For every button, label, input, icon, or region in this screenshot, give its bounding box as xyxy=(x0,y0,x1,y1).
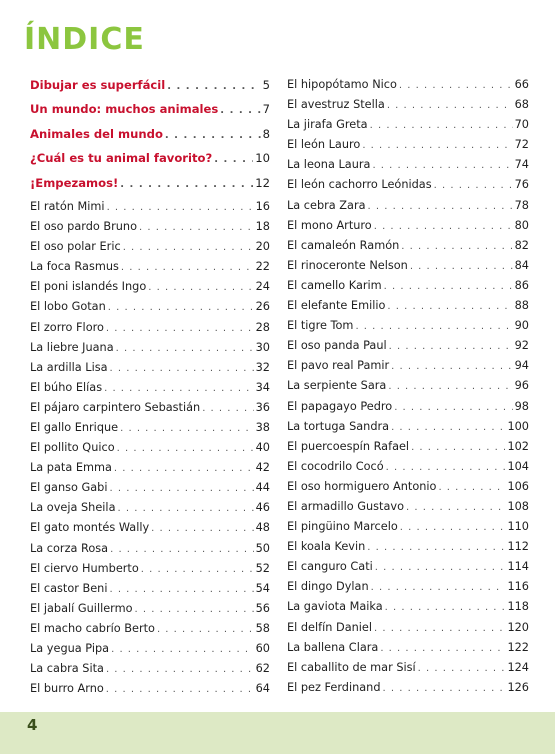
toc-entry-page: 28 xyxy=(255,320,270,334)
toc-entry-page: 80 xyxy=(514,218,529,232)
dot-leader xyxy=(389,341,513,352)
toc-entry-page: 84 xyxy=(514,258,529,272)
toc-entry-page: 26 xyxy=(255,300,270,314)
dot-leader xyxy=(120,423,254,434)
toc-entry-title: El koala Kevin xyxy=(287,540,366,554)
toc-entry-title: La jirafa Greta xyxy=(287,118,368,132)
toc-entry-page: 126 xyxy=(507,680,529,694)
toc-entry-page: 118 xyxy=(507,600,529,614)
toc-entry xyxy=(287,440,529,460)
toc-entry-title: La corza Rosa xyxy=(30,541,109,555)
toc-entry-title: La foca Rasmus xyxy=(30,260,119,274)
toc-entry xyxy=(30,220,270,240)
toc-entry xyxy=(30,341,270,361)
dot-leader xyxy=(106,323,254,334)
toc-entry xyxy=(287,681,529,701)
dot-leader xyxy=(370,120,513,131)
dot-leader xyxy=(394,402,512,413)
dot-leader xyxy=(388,381,512,392)
toc-entry-title: El ratón Mimi xyxy=(30,199,105,213)
toc-entry xyxy=(287,379,529,399)
toc-entry-page: 114 xyxy=(507,560,529,574)
toc-entry-title: El mono Arturo xyxy=(287,218,372,232)
toc-entry-title: El pollito Quico xyxy=(30,441,115,455)
toc-entry-title: La oveja Sheila xyxy=(30,501,116,515)
toc-entry-title: El ganso Gabi xyxy=(30,481,108,495)
toc-entry-title: El pájaro carpintero Sebastián xyxy=(30,400,201,414)
toc-entry xyxy=(287,219,529,239)
toc-entry-page: 32 xyxy=(255,360,270,374)
toc-entry xyxy=(287,420,529,440)
toc-entry xyxy=(287,400,529,420)
toc-entry-page: 34 xyxy=(255,380,270,394)
toc-entry-page: 38 xyxy=(255,420,270,434)
toc-entry-page: 56 xyxy=(255,601,270,615)
toc-entry-title: El búho Elías xyxy=(30,380,103,394)
toc-entry-page: 88 xyxy=(514,299,529,313)
toc-entry-title: ¡Empezamos! xyxy=(30,175,119,190)
toc-entry-page: 12 xyxy=(255,175,270,190)
toc-entry-title: El pez Ferdinand xyxy=(287,680,381,694)
dot-leader xyxy=(118,503,254,514)
dot-leader xyxy=(151,523,253,534)
dot-leader xyxy=(108,302,254,313)
toc-entry-title: La liebre Juana xyxy=(30,340,114,354)
toc-entry xyxy=(287,661,529,681)
dot-leader xyxy=(374,623,505,634)
toc-entry-page: 106 xyxy=(507,479,529,493)
dot-leader xyxy=(157,624,254,635)
toc-entry-page: 48 xyxy=(255,521,270,535)
dot-leader xyxy=(438,482,505,493)
toc-entry-title: La serpiente Sara xyxy=(287,379,387,393)
toc-entry-title: El elefante Emilio xyxy=(287,299,386,313)
toc-section-entry xyxy=(30,78,270,102)
toc-entry-title: La gaviota Maika xyxy=(287,600,383,614)
toc-entry xyxy=(287,540,529,560)
dot-leader xyxy=(121,262,254,273)
toc-column-left xyxy=(30,78,270,702)
toc-entry xyxy=(287,560,529,580)
footer-band xyxy=(0,712,555,754)
toc-entry-title: El tigre Tom xyxy=(287,319,354,333)
toc-entry xyxy=(30,481,270,501)
toc-entry-page: 112 xyxy=(507,540,529,554)
toc-entry-title: El puercoespín Rafael xyxy=(287,439,410,453)
toc-entry-page: 30 xyxy=(255,340,270,354)
toc-entry xyxy=(287,118,529,138)
toc-entry-title: El hipopótamo Nico xyxy=(287,78,397,91)
toc-entry-page: 18 xyxy=(255,220,270,234)
toc-entry xyxy=(287,480,529,500)
dot-leader xyxy=(117,443,254,454)
dot-leader xyxy=(385,602,506,613)
dot-leader xyxy=(410,261,513,272)
toc-entry-page: 7 xyxy=(262,102,270,117)
toc-entry-page: 58 xyxy=(255,621,270,635)
dot-leader xyxy=(387,301,512,312)
dot-leader xyxy=(386,462,506,473)
toc-entry-title: El zorro Floro xyxy=(30,320,104,334)
toc-entry-page: 92 xyxy=(514,339,529,353)
toc-entry-title: El camello Karim xyxy=(287,278,382,292)
toc-entry-page: 98 xyxy=(514,399,529,413)
toc-column-right xyxy=(287,78,529,701)
dot-leader xyxy=(120,179,253,190)
dot-leader xyxy=(123,242,254,253)
toc-entry xyxy=(287,259,529,279)
toc-section-entry xyxy=(30,176,270,200)
dot-leader xyxy=(116,343,254,354)
toc-entry-title: Dibujar es superfácil xyxy=(30,78,166,92)
toc-entry-page: 86 xyxy=(514,278,529,292)
dot-leader xyxy=(362,140,512,151)
toc-entry-page: 22 xyxy=(255,260,270,274)
toc-entry-page: 66 xyxy=(514,78,529,91)
toc-entry-title: El armadillo Gustavo xyxy=(287,499,405,513)
page-title: ÍNDICE xyxy=(24,22,145,57)
toc-entry-page: 120 xyxy=(507,620,529,634)
dot-leader xyxy=(106,684,254,695)
toc-entry-title: El avestruz Stella xyxy=(287,98,385,112)
toc-entry xyxy=(30,401,270,421)
dot-leader xyxy=(387,100,513,111)
toc-entry-title: El canguro Cati xyxy=(287,560,373,574)
toc-entry-title: La yegua Pipa xyxy=(30,642,110,656)
toc-section-entry xyxy=(30,151,270,175)
toc-entry xyxy=(287,600,529,620)
toc-entry-page: 36 xyxy=(255,400,270,414)
dot-leader xyxy=(374,221,513,232)
toc-entry xyxy=(287,580,529,600)
toc-entry-title: El delfín Daniel xyxy=(287,620,373,634)
toc-entry-title: La tortuga Sandra xyxy=(287,419,390,433)
toc-entry xyxy=(30,300,270,320)
toc-entry xyxy=(30,461,270,481)
toc-entry xyxy=(287,520,529,540)
toc-entry xyxy=(30,562,270,582)
toc-entry xyxy=(287,78,529,98)
toc-entry-page: 64 xyxy=(255,682,270,696)
toc-entry xyxy=(30,602,270,622)
toc-entry-page: 24 xyxy=(255,280,270,294)
toc-entry-title: La ardilla Lisa xyxy=(30,360,108,374)
toc-entry xyxy=(287,500,529,520)
toc-entry-title: El cocodrilo Cocó xyxy=(287,459,384,473)
dot-leader xyxy=(111,644,254,655)
toc-entry-page: 82 xyxy=(514,238,529,252)
dot-leader xyxy=(371,582,506,593)
toc-entry-title: El oso polar Eric xyxy=(30,240,121,254)
toc-entry-page: 104 xyxy=(507,459,529,473)
toc-entry-page: 110 xyxy=(507,520,529,534)
toc-entry-page: 96 xyxy=(514,379,529,393)
dot-leader xyxy=(399,80,513,91)
toc-entry-page: 100 xyxy=(507,419,529,433)
toc-entry-title: La ballena Clara xyxy=(287,640,379,654)
toc-entry-title: El jabalí Guillermo xyxy=(30,601,133,615)
toc-entry-title: El pingüino Marcelo xyxy=(287,520,398,534)
toc-entry xyxy=(287,138,529,158)
toc-entry-title: ¿Cuál es tu animal favorito? xyxy=(30,151,213,166)
toc-entry-page: 42 xyxy=(255,461,270,475)
dot-leader xyxy=(165,130,261,141)
toc-entry-page: 8 xyxy=(262,126,270,141)
toc-entry-page: 46 xyxy=(255,501,270,515)
dot-leader xyxy=(214,154,253,165)
dot-leader xyxy=(434,180,513,191)
toc-entry-page: 70 xyxy=(514,118,529,132)
dot-leader xyxy=(114,463,254,474)
toc-entry xyxy=(287,641,529,661)
dot-leader xyxy=(107,202,254,213)
toc-entry-title: La pata Emma xyxy=(30,461,112,475)
dot-leader xyxy=(391,361,512,372)
dot-leader xyxy=(109,584,253,595)
dot-leader xyxy=(383,683,506,694)
toc-entry-title: El león Lauro xyxy=(287,138,361,152)
dot-leader xyxy=(384,281,513,292)
toc-entry-title: El poni islandés Ingo xyxy=(30,280,147,294)
dot-leader xyxy=(148,282,253,293)
dot-leader xyxy=(400,522,506,533)
toc-entry-title: La leona Laura xyxy=(287,158,371,172)
toc-entry xyxy=(287,158,529,178)
toc-entry-title: Un mundo: muchos animales xyxy=(30,102,219,117)
toc-entry xyxy=(30,361,270,381)
toc-entry-page: 124 xyxy=(507,660,529,674)
dot-leader xyxy=(401,241,512,252)
toc-entry-title: El castor Beni xyxy=(30,581,108,595)
dot-leader xyxy=(391,422,505,433)
dot-leader xyxy=(139,222,254,233)
toc-entry xyxy=(30,501,270,521)
dot-leader xyxy=(355,321,512,332)
dot-leader xyxy=(375,562,506,573)
toc-entry xyxy=(287,98,529,118)
toc-entry xyxy=(30,682,270,702)
toc-entry-title: El camaleón Ramón xyxy=(287,238,400,252)
toc-entry xyxy=(30,542,270,562)
toc-entry-page: 16 xyxy=(255,199,270,213)
toc-entry xyxy=(30,240,270,260)
toc-entry-title: El rinoceronte Nelson xyxy=(287,258,408,272)
dot-leader xyxy=(380,643,505,654)
toc-entry-title: La cebra Zara xyxy=(287,198,366,212)
dot-leader xyxy=(110,363,254,374)
toc-entry xyxy=(30,200,270,220)
dot-leader xyxy=(406,502,505,513)
toc-entry xyxy=(30,662,270,682)
dot-leader xyxy=(220,105,260,116)
dot-leader xyxy=(110,483,254,494)
toc-entry xyxy=(287,339,529,359)
toc-entry xyxy=(287,199,529,219)
toc-entry xyxy=(30,582,270,602)
toc-entry xyxy=(30,642,270,662)
toc-entry-page: 40 xyxy=(255,441,270,455)
toc-entry-page: 52 xyxy=(255,561,270,575)
toc-entry-page: 90 xyxy=(514,319,529,333)
toc-entry xyxy=(287,279,529,299)
toc-entry-page: 54 xyxy=(255,581,270,595)
toc-entry-page: 108 xyxy=(507,499,529,513)
toc-section-entry xyxy=(30,127,270,151)
toc-entry-page: 68 xyxy=(514,98,529,112)
toc-entry-title: El dingo Dylan xyxy=(287,580,369,594)
toc-entry xyxy=(30,280,270,300)
toc-entry-page: 50 xyxy=(255,541,270,555)
toc-entry-title: El pavo real Pamir xyxy=(287,359,390,373)
toc-entry-title: El oso pardo Bruno xyxy=(30,220,138,234)
toc-entry-title: El macho cabrío Berto xyxy=(30,621,155,635)
dot-leader xyxy=(418,663,506,674)
dot-leader xyxy=(135,604,254,615)
dot-leader xyxy=(167,81,260,92)
toc-entry-page: 76 xyxy=(514,178,529,192)
toc-entry-title: El lobo Gotan xyxy=(30,300,106,314)
dot-leader xyxy=(110,544,254,555)
toc-entry xyxy=(30,421,270,441)
dot-leader xyxy=(141,564,254,575)
toc-entry-title: La cabra Sita xyxy=(30,662,104,676)
dot-leader xyxy=(368,201,513,212)
toc-entry-page: 72 xyxy=(514,138,529,152)
dot-leader xyxy=(104,383,254,394)
toc-entry-title: El caballito de mar Sisí xyxy=(287,660,416,674)
toc-entry-title: El burro Arno xyxy=(30,682,104,696)
toc-entry xyxy=(30,321,270,341)
toc-entry-title: El león cachorro Leónidas xyxy=(287,178,432,192)
page-number: 4 xyxy=(27,716,38,734)
toc-entry xyxy=(287,460,529,480)
toc-entry-page: 44 xyxy=(255,481,270,495)
dot-leader xyxy=(411,442,505,453)
toc-section-entry xyxy=(30,102,270,126)
toc-entry-page: 10 xyxy=(255,151,270,166)
toc-entry xyxy=(30,381,270,401)
toc-entry-title: El gato montés Wally xyxy=(30,521,150,535)
toc-entry xyxy=(287,359,529,379)
toc-entry-title: Animales del mundo xyxy=(30,126,163,141)
toc-entry-page: 60 xyxy=(255,642,270,656)
toc-entry xyxy=(30,622,270,642)
toc-entry xyxy=(287,319,529,339)
dot-leader xyxy=(106,664,254,675)
toc-entry xyxy=(287,299,529,319)
toc-entry-page: 74 xyxy=(514,158,529,172)
toc-entry-title: El papagayo Pedro xyxy=(287,399,393,413)
toc-entry xyxy=(30,521,270,541)
toc-entry xyxy=(30,441,270,461)
dot-leader xyxy=(202,403,253,414)
toc-entry-page: 62 xyxy=(255,662,270,676)
toc-entry-title: El oso panda Paul xyxy=(287,339,387,353)
toc-entry-page: 102 xyxy=(507,439,529,453)
toc-entry-page: 122 xyxy=(507,640,529,654)
toc-entry-title: El ciervo Humberto xyxy=(30,561,139,575)
toc-entry-title: El gallo Enrique xyxy=(30,420,119,434)
dot-leader xyxy=(372,160,512,171)
toc-entry-title: El oso hormiguero Antonio xyxy=(287,479,437,493)
toc-entry-page: 78 xyxy=(514,198,529,212)
toc-entry xyxy=(30,260,270,280)
toc-entry-page: 94 xyxy=(514,359,529,373)
toc-entry-page: 116 xyxy=(507,580,529,594)
toc-entry-page: 20 xyxy=(255,240,270,254)
dot-leader xyxy=(367,542,505,553)
toc-entry xyxy=(287,239,529,259)
toc-entry-page: 5 xyxy=(262,78,270,92)
toc-entry xyxy=(287,178,529,198)
toc-entry xyxy=(287,621,529,641)
